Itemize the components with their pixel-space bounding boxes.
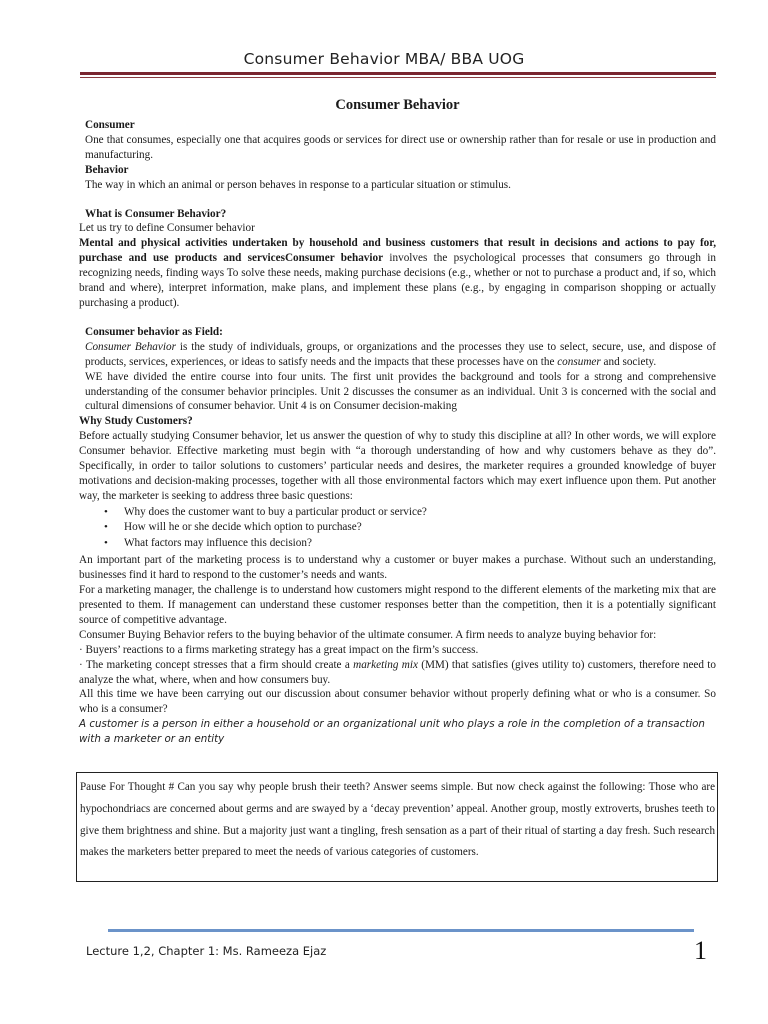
what-is-bold-lead: Mental and physical activities undertaken by household and business customers that result in decisions and actions to pay for, purchase and use products and servicesConsumer behavior <box>79 237 716 265</box>
why-paragraph-5: · Buyers’ reactions to a firms marketing strategy has a great impact on the firm’s success. <box>79 643 479 656</box>
field-paragraph <box>79 340 716 370</box>
field-heading: Consumer behavior as Field: <box>85 325 223 338</box>
what-is-intro: Let us try to define Consumer behavior <box>79 222 255 235</box>
why-paragraph-4: Consumer Buying Behavior refers to the buying behavior of the ultimate consumer. A firm needs to analyze buying behavior for: <box>79 628 657 641</box>
why-paragraph-7: All this time we have been carrying out our discussion about consumer behavior without properly defining what or who is a consumer. So who is a consumer? <box>79 688 716 716</box>
footer-lecture-info: Lecture 1,2, Chapter 1: Ms. Rameeza Ejaz <box>86 944 327 958</box>
page-header-title: Consumer Behavior MBA/ BBA UOG <box>243 50 525 68</box>
why-paragraph-6 <box>79 658 716 688</box>
what-is-paragraph <box>79 236 716 311</box>
pause-for-thought-box <box>76 772 718 882</box>
what-is-rest: involves the psychological processes that consumers go through in recognizing needs, finding ways To solve these needs, making purchase decisions (e.g., whether or not to purchase a product and, if so, which brand and where), interpret information, make plans, and implement these plans (e.g., by engaging in comparison shopping or actually purchasing a product). <box>79 252 717 309</box>
footer-rule <box>108 929 694 932</box>
field-term: Consumer Behavior <box>85 340 176 353</box>
consumer-definition: One that consumes, especially one that acquires goods or services for direct use or ownership rather than for resale or use in production and manufacturing. <box>85 133 716 161</box>
behavior-definition: The way in which an animal or person behaves in response to a particular situation or stimulus. <box>85 178 511 191</box>
marketing-mix-rest: (MM) that satisfies (gives utility to) customers, therefore need to analyze the what, where, when and how consumers buy. <box>79 658 717 686</box>
marketing-mix-lead: · The marketing concept stresses that a firm should create a <box>79 658 354 671</box>
document-body <box>79 96 716 747</box>
field-term-consumer: consumer <box>557 355 601 368</box>
what-is-heading: What is Consumer Behavior? <box>85 207 227 220</box>
field-text-b: and society. <box>600 355 657 368</box>
consumer-heading: Consumer <box>85 119 135 131</box>
behavior-heading: Behavior <box>85 163 129 176</box>
list-item: • What factors may influence this decision? <box>124 536 716 552</box>
why-paragraph-1: Before actually studying Consumer behavior, let us answer the question of why to study this discipline at all? In other words, we will explore Consumer behavior. Effective marketing must begin with “a thorough understanding of how and why customers behave as they do”. Specifically, in order to tailor solutions to customers’ particular needs and desires, the marketer requires a grounded knowledge of buyer motivations and decision-making processes, together with all those environmental factors which may exert influence upon them. Put another way, the marketer is seeking to address three basic questions: <box>79 430 716 502</box>
questions-list <box>79 505 716 552</box>
header-rule-thin <box>80 77 716 78</box>
units-paragraph: WE have divided the entire course into four units. The first unit provides the background and tools for a strong and comprehensive understanding of the consumer behavior principles. Unit 2 discusses the consumer as an individual. Unit 3 is concerned with the social and cultural dimensions of consumer behavior. Unit 4 is on Consumer decision-making <box>85 370 716 413</box>
why-paragraph-3: For a marketing manager, the challenge is to understand how customers might respond to the different elements of the marketing mix that are presented to them. If management can understand these customer responses better than the competition, then it is a potentially significant source of competitive advantage. <box>79 584 716 626</box>
pause-for-thought-text: Pause For Thought # Can you say why people brush their teeth? Answer seems simple. But now check against the following: Those who are hypochondriacs are concerned about germs and are swayed by a ‘decay prevention’ appeal. Another group, mostly extroverts, brushes teeth to give them brightness and shine. But a majority just want a tingling, fresh sensation as a part of their ritual of starting a day fresh. Such research makes the marketers better prepared to meet the needs of various categories of customers. <box>80 781 715 859</box>
field-text-a: is the study of individuals, groups, or organizations and the processes they use to select, secure, use, and dispose of products, services, experiences, or ideas to satisfy needs and the impacts that these processes have on the <box>85 340 716 368</box>
customer-definition: A customer is a person in either a household or an organizational unit who plays a role in the completion of a transaction with a marketer or an entity <box>79 718 705 746</box>
page-number: 1 <box>694 936 707 965</box>
why-paragraph-2: An important part of the marketing process is to understand why a customer or buyer makes a purchase. Without such an understanding, businesses find it hard to respond to the customer’s needs and wants. <box>79 554 716 582</box>
list-item: • Why does the customer want to buy a particular product or service? <box>124 505 716 521</box>
why-heading: Why Study Customers? <box>79 415 193 428</box>
marketing-mix-term: marketing mix <box>353 658 418 671</box>
document-title: Consumer Behavior <box>335 97 460 113</box>
header-rule <box>80 72 716 75</box>
list-item: • How will he or she decide which option to purchase? <box>124 520 716 536</box>
